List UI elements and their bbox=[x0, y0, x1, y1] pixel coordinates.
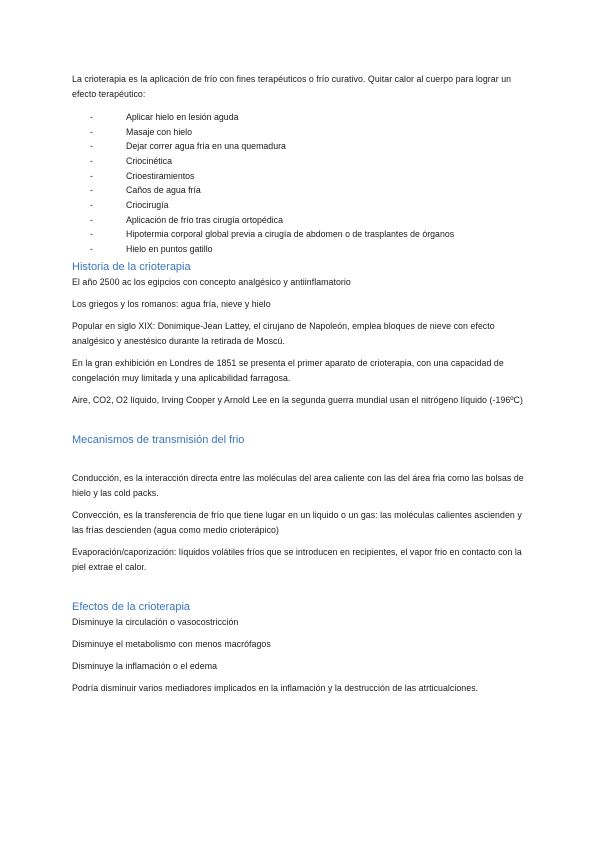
bullet-dash: - bbox=[90, 199, 93, 210]
list-item: - Dejar correr agua fría en una quemadura bbox=[90, 139, 532, 154]
list-item: - Criocirugía bbox=[90, 198, 532, 213]
list-item: - Aplicar hielo en lesión aguda bbox=[90, 110, 532, 125]
intro-paragraph: La crioterapia es la aplicación de frío con fines terapéuticos o frío curativo. Quitar calor al cuerpo para lograr un efecto terapéutico: bbox=[72, 74, 512, 99]
bullet-dash: - bbox=[90, 112, 93, 122]
bullet-dash: - bbox=[90, 141, 93, 152]
list-item: - Caños de agua fría bbox=[90, 183, 532, 198]
section-heading-historia: Historia de la crioterapia bbox=[72, 260, 191, 273]
bullet-dash: - bbox=[90, 185, 93, 196]
bullet-dash: - bbox=[90, 170, 93, 181]
bullet-dash: - bbox=[90, 243, 93, 254]
paragraph: El año 2500 ac los egipcios con concepto analgésico y antiinflamatorio bbox=[72, 276, 351, 287]
section-heading-mecanismos: Mecanismos de transmisión del frio bbox=[72, 433, 245, 446]
list-item: - Hipotermia corporal global previa a cirugía de abdomen o de trasplantes de órganos bbox=[90, 227, 532, 242]
bullet-dash: - bbox=[90, 214, 93, 225]
section-heading-efectos: Efectos de la crioterapia bbox=[72, 600, 191, 613]
paragraph: Evaporación/caporización: líquidos volátiles fríos que se introducen en recipientes, el vapor frio en contacto con la piel extrae el calor. bbox=[72, 546, 522, 572]
paragraph: Conducción, es la interacción directa entre las moléculas del area caliente con las del área fria como las bolsas de hielo y las cold packs. bbox=[72, 472, 524, 498]
list-item: - Aplicación de frío tras cirugía ortopédica bbox=[90, 213, 532, 228]
paragraph: Convección, es la transferencia de frío que tiene lugar en un liquido o un gas: las moléculas calientes ascienden y las frías descienden (agua como medio crioterápico) bbox=[72, 509, 522, 535]
list-item: - Crioestiramientos bbox=[90, 169, 532, 184]
paragraph: Disminuye la inflamación o el edema bbox=[72, 660, 218, 671]
bullet-dash: - bbox=[90, 155, 93, 166]
document-page bbox=[72, 72, 532, 703]
paragraph: En la gran exhibición en Londres de 1851 se presenta el primer aparato de crioterapia, con una capacidad de congelación muy limitada y una aplicabilidad farragosa. bbox=[72, 357, 504, 383]
list-item: - Masaje con hielo bbox=[90, 125, 532, 140]
paragraph: Aire, CO2, O2 líquido, Irving Cooper y Arnold Lee en la segunda guerra mundial usan el nitrógeno líquido (-196ºC) bbox=[72, 394, 523, 405]
applications-list bbox=[72, 110, 532, 257]
list-item: - Criocinética bbox=[90, 154, 532, 169]
paragraph: Disminuye la circulación o vasocostricción bbox=[72, 616, 239, 627]
paragraph: Los griegos y los romanos: agua fría, nieve y hielo bbox=[72, 298, 271, 309]
bullet-dash: - bbox=[90, 126, 93, 137]
paragraph: Disminuye el metabolismo con menos macrófagos bbox=[72, 638, 271, 649]
bullet-dash: - bbox=[90, 229, 93, 240]
paragraph: Popular en siglo XIX: Donimique-Jean Lattey, el cirujano de Napoleón, emplea bloques de nieve con efecto analgésico y anestésico durante la retirada de Moscú. bbox=[72, 320, 495, 346]
paragraph: Podría disminuir varios mediadores implicados en la inflamación y la destrucción de las atrticualciones. bbox=[72, 682, 479, 693]
list-item: - Hielo en puntos gatillo bbox=[90, 242, 532, 257]
